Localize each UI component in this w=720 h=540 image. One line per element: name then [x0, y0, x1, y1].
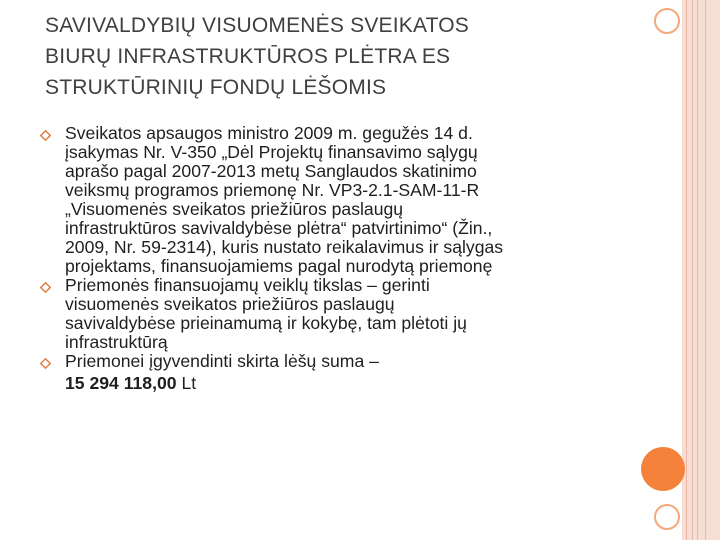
bullet-line: Priemonės finansuojamų veiklų tikslas – gerinti: [65, 275, 430, 295]
funding-amount-value: 15 294 118,00: [65, 373, 177, 393]
funding-currency: Lt: [181, 373, 197, 393]
bullet-line: Priemonei įgyvendinti skirta lėšų suma –: [65, 351, 379, 371]
bullet-list: [35, 124, 635, 395]
bullet-line: Sveikatos apsaugos ministro 2009 m. gegužės 14 d.: [65, 123, 473, 143]
title-line: BIURŲ INFRASTRUKTŪROS PLĖTRA ES: [45, 45, 451, 68]
decorative-side-bar: [682, 0, 720, 540]
bullet-text: [65, 276, 635, 352]
decorative-circle-bottom: [654, 504, 680, 530]
bullet-line: projektams, finansuojamiems pagal nurodytą priemonę: [65, 256, 493, 276]
funding-amount: [65, 371, 635, 395]
side-bar-stripe: [692, 0, 693, 540]
hollow-diamond-icon: [40, 130, 51, 141]
bullet-line: veiksmų programos priemonę Nr. VP3-2.1-SAM-11-R: [65, 180, 480, 200]
bullet-line: visuomenės sveikatos priežiūros paslaugų: [65, 294, 395, 314]
side-bar-stripe: [705, 0, 706, 540]
decorative-circle-top: [654, 8, 680, 34]
decorative-circle-accent: [641, 447, 685, 491]
bullet-item: [35, 276, 635, 352]
bullet-item: [35, 124, 635, 276]
hollow-diamond-icon: [40, 282, 51, 293]
bullet-line: 2009, Nr. 59-2314), kuris nustato reikalavimus ir sąlygas: [65, 237, 504, 257]
slide-title: [45, 10, 645, 103]
bullet-line: „Visuomenės sveikatos priežiūros paslaugų: [65, 199, 404, 219]
bullet-line: įsakymas Nr. V-350 „Dėl Projektų finansavimo sąlygų: [65, 142, 478, 162]
bullet-line: infrastruktūros savivaldybėse plėtra“ patvirtinimo“ (Žin.,: [65, 218, 493, 238]
bullet-text: [65, 124, 635, 276]
side-bar-stripe: [697, 0, 698, 540]
bullet-text: [65, 352, 635, 395]
bullet-line: savivaldybėse prieinamumą ir kokybę, tam plėtoti jų: [65, 313, 467, 333]
bullet-line: aprašo pagal 2007-2013 metų Sanglaudos skatinimo: [65, 161, 477, 181]
side-bar-stripe: [686, 0, 687, 540]
hollow-diamond-icon: [40, 358, 51, 369]
title-line: STRUKTŪRINIŲ FONDŲ LĖŠOMIS: [45, 76, 387, 99]
bullet-line: infrastruktūrą: [65, 332, 168, 352]
bullet-item: [35, 352, 635, 395]
title-line: SAVIVALDYBIŲ VISUOMENĖS SVEIKATOS: [45, 14, 470, 37]
